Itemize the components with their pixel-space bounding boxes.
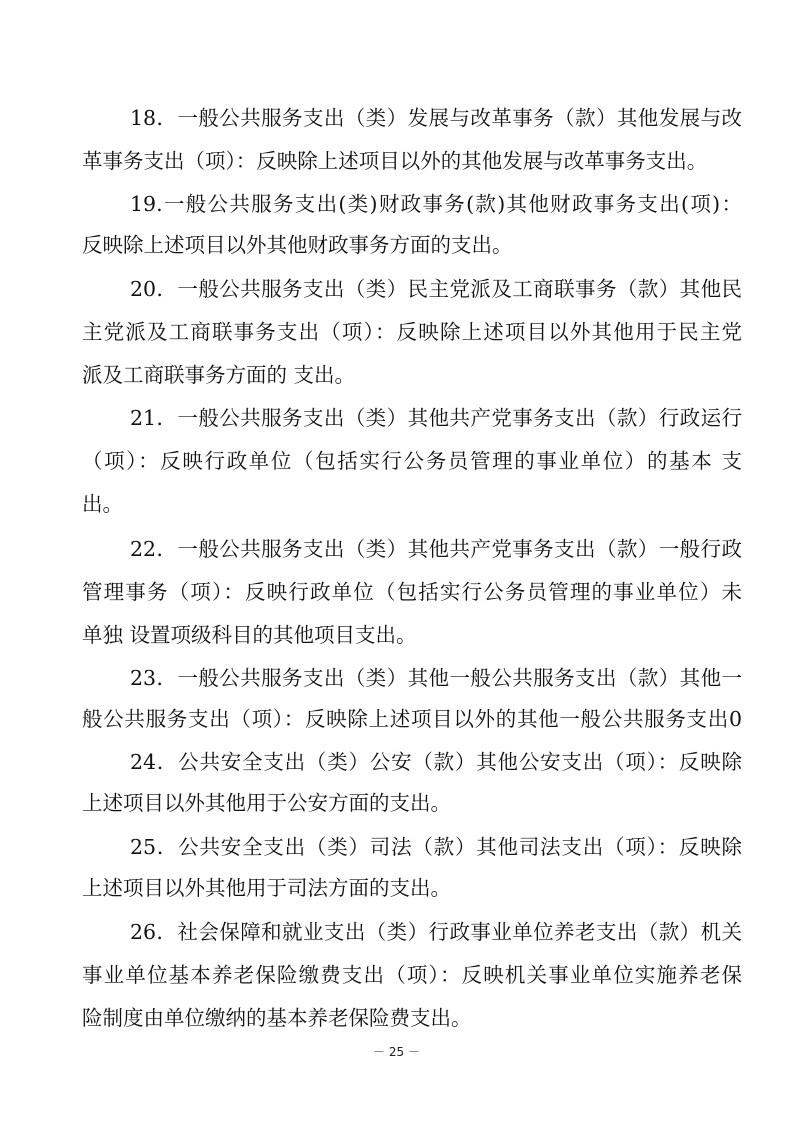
item-18-line-1: 18．一般公共服务支出（类）发展与改革事务（款）其他发展与改 <box>130 106 742 130</box>
item-20-line-1: 20．一般公共服务支出（类）民主党派及工商联事务（款）其他民 <box>130 277 742 301</box>
item-26-line-1: 26．社会保障和就业支出（类）行政事业单位养老支出（款）机关 <box>130 920 742 944</box>
item-19-line-1: 19.一般公共服务支出(类)财政事务(款)其他财政事务支出(项)： <box>130 192 742 216</box>
item-20-line-3: 派及工商联事务方面的 支出。 <box>82 363 356 387</box>
item-19-line-2: 反映除上述项目以外其他财政事务方面的支出。 <box>82 233 513 257</box>
item-23-line-1: 23．一般公共服务支出（类）其他一般公共服务支出（款）其他一 <box>130 666 742 690</box>
item-24-line-1: 24．公共安全支出（类）公安（款）其他公安支出（项）：反映除 <box>130 750 742 774</box>
item-22-line-3: 单独 设置项级科目的其他项目支出。 <box>82 623 417 647</box>
item-25-line-2: 上述项目以外其他用于司法方面的支出。 <box>82 876 451 900</box>
item-21-line-3: 出。 <box>82 492 123 516</box>
item-21-line-2: （项）：反映行政单位（包括实行公务员管理的事业单位）的基本 支 <box>82 449 742 473</box>
item-25-line-1: 25．公共安全支出（类）司法（款）其他司法支出（项）：反映除 <box>130 835 742 859</box>
item-26-line-3: 险制度由单位缴纳的基本养老保险费支出。 <box>82 1006 472 1030</box>
item-20-line-2: 主党派及工商联事务支出（项）：反映除上述项目以外其他用于民主党 <box>82 320 742 344</box>
item-21-line-1: 21．一般公共服务支出（类）其他共产党事务支出（款）行政运行 <box>130 406 742 430</box>
item-18-line-2: 革事务支出（项）：反映除上述项目以外的其他发展与改革事务支出。 <box>82 149 708 173</box>
item-23-line-2: 般公共服务支出（项）：反映除上述项目以外的其他一般公共服务支出0 <box>82 707 742 731</box>
page-number: － 25 － <box>373 1045 420 1059</box>
item-22-line-2: 管理事务（项）：反映行政单位（包括实行公务员管理的事业单位）未 <box>82 580 742 604</box>
item-22-line-1: 22．一般公共服务支出（类）其他共产党事务支出（款）一般行政 <box>130 537 742 561</box>
item-26-line-2: 事业单位基本养老保险缴费支出（项）：反映机关事业单位实施养老保 <box>82 963 742 987</box>
item-24-line-2: 上述项目以外其他用于公安方面的支出。 <box>82 791 451 815</box>
